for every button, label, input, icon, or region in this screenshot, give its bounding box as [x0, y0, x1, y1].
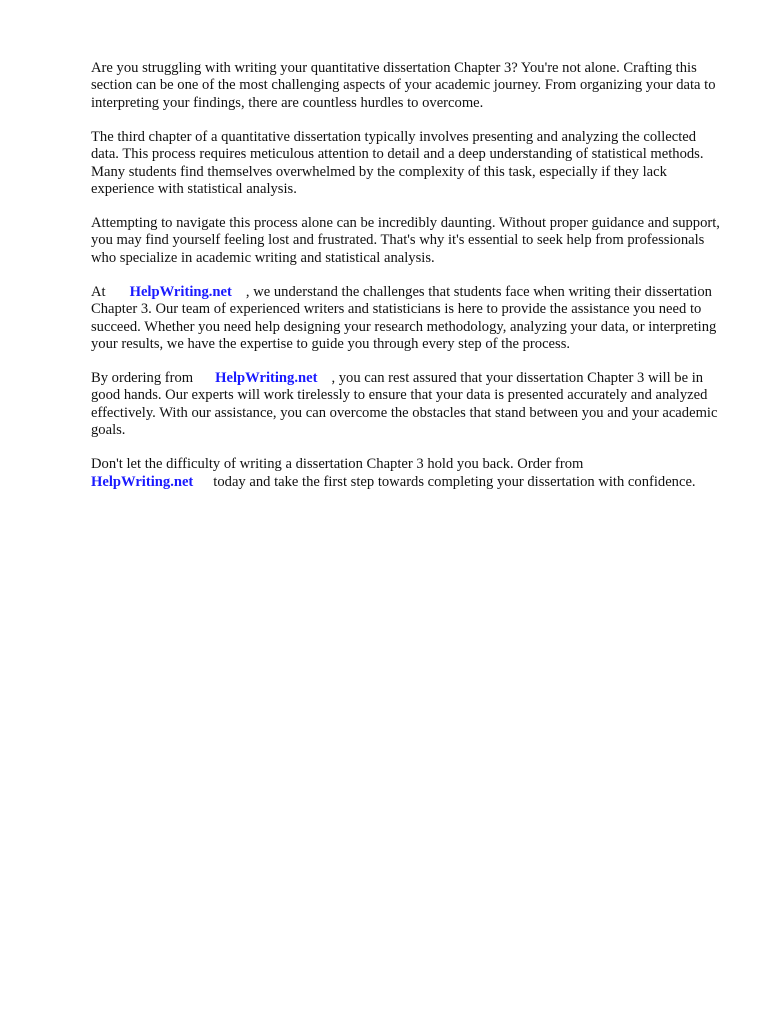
document-body — [91, 60, 721, 508]
paragraph-tail-text: today and take the first step towards completing your dissertation with confidence. — [213, 473, 696, 490]
paragraph-ordering — [91, 370, 721, 440]
paragraph-intro: Are you struggling with writing your quantitative dissertation Chapter 3? You're not alone. Crafting this section can be one of the most challenging aspects of your academic journey. From organizing your data to interpreting your findings, there are countless hurdles to overcome. — [91, 60, 716, 111]
paragraph-lead-text: At — [91, 283, 106, 300]
paragraph-chapter-three: The third chapter of a quantitative dissertation typically involves presenting and analyzing the collected data. This process requires meticulous attention to detail and a deep understanding of statistical methods. Many students find themselves overwhelmed by the complexity of this task, especially if they lack experience with statistical analysis. — [91, 128, 704, 198]
paragraph-lead-text: Don't let the difficulty of writing a dissertation Chapter 3 hold you back. Order from — [91, 456, 584, 473]
paragraph-lead-text: By ordering from — [91, 370, 194, 387]
paragraph-closing — [91, 456, 721, 491]
helpwriting-link[interactable]: HelpWriting.net — [129, 283, 232, 300]
paragraph-at-helpwriting — [91, 284, 721, 354]
paragraph-navigate: Attempting to navigate this process alone can be incredibly daunting. Without proper guidance and support, you may find yourself feeling lost and frustrated. That's why it's essential to seek help from professionals who specialize in academic writing and statistical analysis. — [91, 215, 720, 266]
helpwriting-link[interactable]: HelpWriting.net — [91, 473, 194, 490]
helpwriting-link[interactable]: HelpWriting.net — [215, 370, 318, 387]
paragraph-tail-text: , we understand the challenges that students face when writing their dissertation Chapter 3. Our team of experienced writers and statisticians is here to provide the assistance you need to succeed. Whether you need help designing your research methodology, analyzing your data, or interpreting your results, we have the expertise to guide you through every step of the process. — [91, 283, 717, 353]
paragraph-tail-text: , you can rest assured that your dissertation Chapter 3 will be in good hands. Our experts will work tirelessly to ensure that your data is presented accurately and analyzed effectively. With our assistance, you can overcome the obstacles that stand between you and your academic goals. — [91, 370, 718, 439]
